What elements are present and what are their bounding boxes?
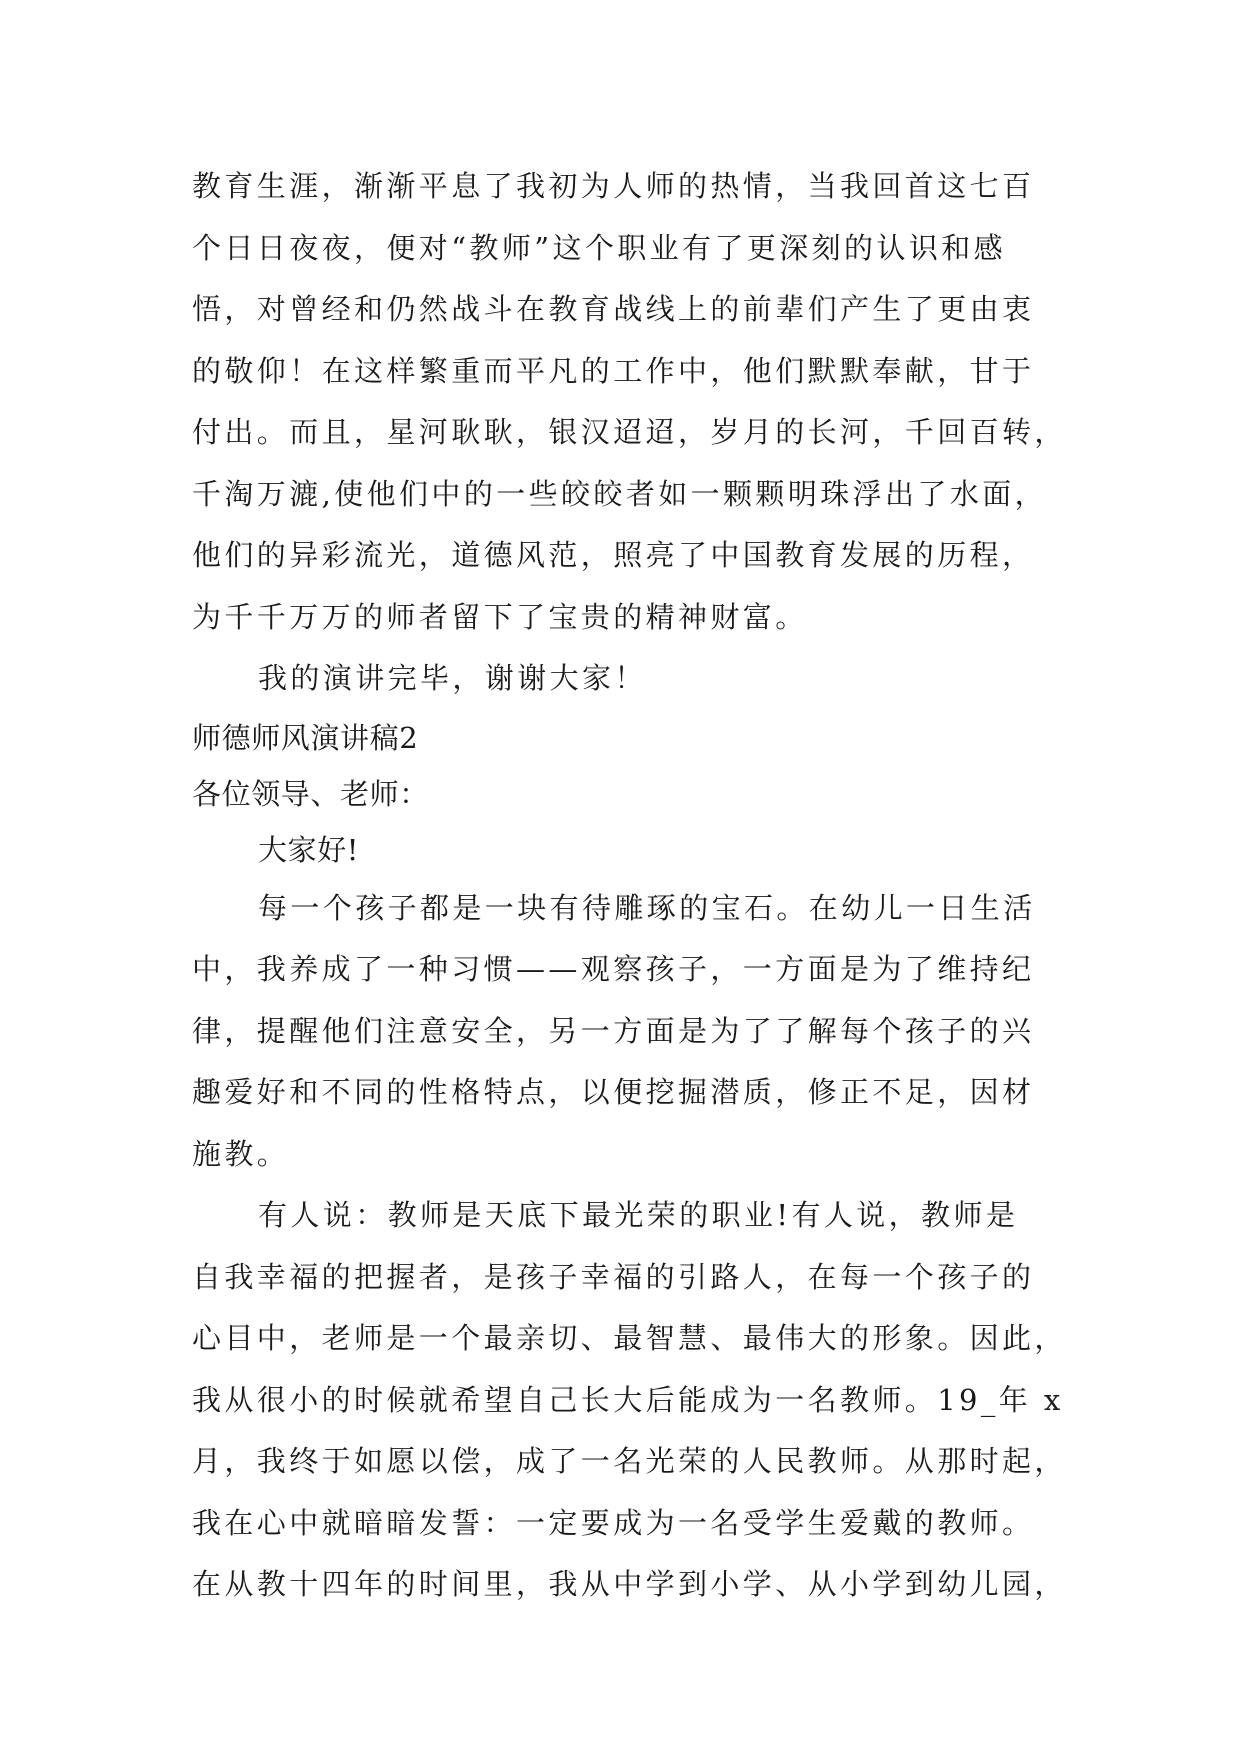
text-line: 有人说：教师是天底下最光荣的职业!有人说，教师是 xyxy=(258,1198,1019,1232)
text-line: 我在心中就暗暗发誓：一定要成为一名受学生爱戴的教师。 xyxy=(192,1505,1035,1540)
text-line: 他们的异彩流光，道德风范，照亮了中国教育发展的历程， xyxy=(192,538,1035,572)
text-line: 趣爱好和不同的性格特点，以便挖掘潜质，修正不足，因材 xyxy=(192,1075,1035,1109)
text-line: 律，提醒他们注意安全，另一方面是为了了解每个孩子的兴 xyxy=(192,1013,1035,1048)
text-line: 施教。 xyxy=(192,1136,290,1171)
text-line: 付出。而且，星河耿耿，银汉迢迢，岁月的长河，千回百转， xyxy=(192,415,1067,449)
text-line: 我的演讲完毕，谢谢大家！ xyxy=(258,661,647,695)
document-page xyxy=(192,156,1072,1616)
text-line: 的敬仰！在这样繁重而平凡的工作中，他们默默奉献，甘于 xyxy=(192,353,1035,388)
text-line: 中，我养成了一种习惯——观察孩子，一方面是为了维持纪 xyxy=(192,952,1035,986)
text-line: 个日日夜夜，便对“教师”这个职业有了更深刻的认识和感 xyxy=(192,230,1007,265)
text-line: 为千千万万的师者留下了宝贵的精神财富。 xyxy=(192,599,808,634)
text-line: 师德师风演讲稿2 xyxy=(192,720,419,755)
text-line: 月，我终于如愿以偿，成了一名光荣的人民教师。从那时起， xyxy=(192,1444,1067,1478)
text-line: 自我幸福的把握者，是孩子幸福的引路人，在每一个孩子的 xyxy=(192,1259,1035,1294)
text-line: 悟，对曾经和仍然战斗在教育战线上的前辈们产生了更由衷 xyxy=(192,292,1035,326)
text-line: 每一个孩子都是一块有待雕琢的宝石。在幼儿一日生活 xyxy=(258,890,1036,925)
text-line: 心目中，老师是一个最亲切、最智慧、最伟大的形象。因此， xyxy=(192,1321,1067,1355)
text-line: 教育生涯，渐渐平息了我初为人师的热情，当我回首这七百 xyxy=(192,169,1035,203)
text-line: 在从教十四年的时间里，我从中学到小学、从小学到幼儿园， xyxy=(192,1567,1067,1601)
text-line: 各位领导、老师： xyxy=(192,776,429,811)
text-line: 千淘万漉,使他们中的一些皎皎者如一颗颗明珠浮出了水面， xyxy=(192,476,1048,511)
text-line: 大家好! xyxy=(258,832,360,867)
text-line: 我从很小的时候就希望自己长大后能成为一名教师。19_年 x xyxy=(192,1382,1064,1417)
